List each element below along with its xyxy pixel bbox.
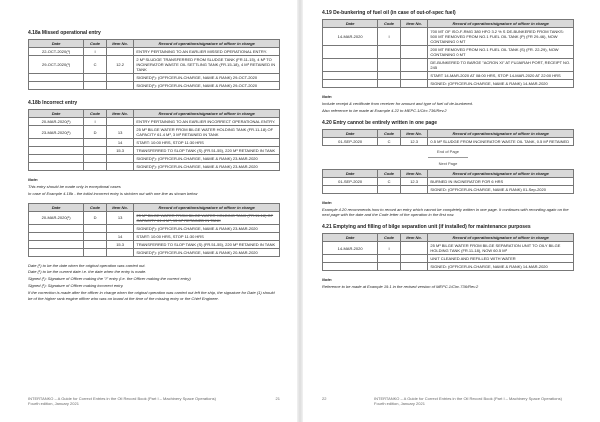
record-cell: SIGNED: (OFFICER-IN-CHARGE, NAME & RANK) 14-MAR-2020 xyxy=(428,263,574,271)
code-cell xyxy=(378,72,401,80)
next-page-label: Next Page xyxy=(438,160,458,166)
table-row xyxy=(29,126,280,139)
record-cell: SIGNED(¹): (OFFICER-IN-CHARGE, NAME & RANK) 23-MAR-2020 xyxy=(134,163,280,171)
record-table-4-18b xyxy=(28,109,280,171)
table-row xyxy=(29,163,280,171)
code-cell xyxy=(378,255,401,263)
date-cell: 23-MAR-2020(¹) xyxy=(29,126,84,139)
table-row xyxy=(29,82,280,90)
code-cell: I xyxy=(84,118,107,126)
item-cell xyxy=(106,74,134,82)
item-cell: 14 xyxy=(106,139,134,147)
record-cell: START: 10:00 HRS, STOP 11:30 HRS xyxy=(134,232,280,240)
date-cell xyxy=(323,263,378,271)
column-header: Item No. xyxy=(106,110,134,118)
code-cell xyxy=(84,248,107,256)
date-cell: 29-OCT-2020(¹) xyxy=(29,56,84,74)
table-row xyxy=(323,185,574,193)
item-cell xyxy=(400,28,428,46)
code-cell xyxy=(378,80,401,88)
record-cell: 25 M³ BILGE WATER FROM BILGE WATER HOLDING TANK (FR.11-18) OF CAPACITY 61.4 M³, 15 M³ RETAINED IN TANK xyxy=(134,211,280,224)
item-cell xyxy=(106,163,134,171)
item-cell xyxy=(400,185,428,193)
code-cell xyxy=(378,46,401,59)
column-header: Record of operations/signature of officer in charge xyxy=(134,203,280,211)
table-header-row xyxy=(323,169,574,177)
column-header: Record of operations/signature of officer in charge xyxy=(134,40,280,48)
item-cell xyxy=(400,242,428,255)
divider xyxy=(428,157,468,158)
note-heading: Note: xyxy=(322,277,333,283)
column-header: Date xyxy=(323,234,378,242)
code-cell xyxy=(84,147,107,155)
column-header: Record of operations/signature of officer in charge xyxy=(428,20,574,28)
column-header: Code xyxy=(378,169,401,177)
record-cell: ENTRY PERTAINING TO AN EARLIER MISSED OPERATIONAL ENTRY. xyxy=(134,48,280,56)
footer-text: INTERTANKO – A Guide for Correct Entries in the Oil Record Book (Part I – Machinery Space Operations) Fourth edition, January 2021 xyxy=(374,396,562,407)
table-row xyxy=(29,118,280,126)
item-cell xyxy=(400,263,428,271)
column-header: Item No. xyxy=(400,20,428,28)
column-header: Item No. xyxy=(106,40,134,48)
code-cell: D xyxy=(84,126,107,139)
record-cell: UNIT CLEANED AND REFILLED WITH WATER xyxy=(428,255,574,263)
table-row xyxy=(29,74,280,82)
column-header: Item No. xyxy=(400,129,428,137)
column-header: Record of operations/signature of officer in charge xyxy=(428,129,574,137)
date-cell: 22-OCT-2020(¹) xyxy=(29,48,84,56)
item-cell xyxy=(106,224,134,232)
item-cell: 14 xyxy=(106,232,134,240)
section-title-4-20: 4.20 Entry cannot be entirely written in one page xyxy=(322,119,438,126)
code-cell xyxy=(378,263,401,271)
table-row xyxy=(29,56,280,74)
item-cell: 12.2 xyxy=(106,56,134,74)
code-cell: D xyxy=(84,211,107,224)
item-cell: 15.3 xyxy=(106,240,134,248)
table-header-row xyxy=(323,234,574,242)
table-row xyxy=(323,59,574,72)
column-header: Code xyxy=(378,129,401,137)
table-row xyxy=(323,46,574,59)
footnote: If the correction is made after the officer in charge when the original operation was carried out left the ship, the signature for Date (1) should be of the higher rank engine officer who was on board at the time of the missing entry or the Chief Engineer. xyxy=(28,289,275,301)
table-row xyxy=(29,232,280,240)
date-cell xyxy=(323,80,378,88)
record-table-4-19 xyxy=(322,19,574,88)
item-cell xyxy=(400,80,428,88)
table-row xyxy=(29,139,280,147)
record-cell: 700 MT OF ISO-F-RMG 380 HFO 3.2 % S DE-BUNKERED FROM TANKS: 500 MT REMOVED FROM NO.1 FUEL OIL TANK (P) (FR 29-46), NOW CONTAINING 0 MT xyxy=(428,28,574,46)
code-cell: I xyxy=(378,242,401,255)
record-cell: TRANSFERRED TO SLOP TANK (S) (FR.51-55), 220 M³ RETAINED IN TANK xyxy=(134,240,280,248)
note-line: Reference to be made at Example 19.1 in the revised version of MEPC.1/Circ.736/Rev.2 xyxy=(322,284,479,290)
page-footer xyxy=(28,396,280,407)
code-cell xyxy=(84,155,107,163)
note-line: Example 4.20 recommends how to record an entry which cannot be completely written in one page. It continues with recording again on the next page with the date and the Code letter of the operation in the first row. xyxy=(322,206,569,218)
column-header: Date xyxy=(323,169,378,177)
section-title-4-19: 4.19 De-bunkering of fuel oil (in case of out-of-spec fuel) xyxy=(322,10,456,16)
table-row xyxy=(29,155,280,163)
code-cell xyxy=(84,232,107,240)
record-table-4-20-continued xyxy=(322,169,574,194)
record-table-4-18a xyxy=(28,39,280,90)
table-row xyxy=(29,248,280,256)
record-cell: 2 M³ SLUDGE TRANSFERRED FROM SLUDGE TANK (FR.11-15), 4 M³ TO INCINERATOR WASTE OIL SETTLING TANK (FR.15-18), 4 M³ RETAINED IN TANK xyxy=(134,56,280,74)
note-line: In case of Example 4.18b - the initial incorrect entry is stricken out with one line as shown below xyxy=(28,190,198,196)
date-cell: 01-SEP-2020 xyxy=(323,137,378,145)
column-header: Item No. xyxy=(400,234,428,242)
column-header: Code xyxy=(84,40,107,48)
date-cell xyxy=(323,59,378,72)
record-cell: SIGNED(¹): (OFFICER-IN-CHARGE, NAME & RANK) 29-OCT-2020 xyxy=(134,74,280,82)
record-cell: SIGNED(¹): (OFFICER-IN-CHARGE, NAME & RANK) 20-MAR-2020 xyxy=(134,248,280,256)
record-cell: 0.5 M³ SLUDGE FROM INCINERATOR WASTE OIL TANK, 0.5 M³ RETAINED xyxy=(428,137,574,145)
column-header: Date xyxy=(29,40,84,48)
section-title-4-18a: 4.18a Missed operational entry xyxy=(28,30,101,36)
code-cell xyxy=(84,74,107,82)
item-cell: 15.3 xyxy=(106,147,134,155)
footnote: Date (¹) to be the current date i.e. the date when the entry is made. xyxy=(28,269,147,275)
record-cell: 25 M³ BILGE WATER FROM BILGE SEPARATION UNIT TO OILY BILGE HOLDING TANK (FR.11-18), NOW 60.5 M³ xyxy=(428,242,574,255)
item-cell xyxy=(106,155,134,163)
item-cell xyxy=(400,46,428,59)
column-header: Date xyxy=(29,110,84,118)
item-cell: 13 xyxy=(106,126,134,139)
code-cell: C xyxy=(378,177,401,185)
note-line: This entry should be made only in exceptional cases xyxy=(28,184,121,189)
footer-text: INTERTANKO – A Guide for Correct Entries in the Oil Record Book (Part I – Machinery Space Operations) Fourth edition, January 2021 xyxy=(28,396,216,407)
end-of-page-label: End of Page xyxy=(436,148,460,154)
item-cell xyxy=(400,255,428,263)
table-header-row xyxy=(29,110,280,118)
date-cell xyxy=(29,82,84,90)
record-cell: SIGNED(¹): (OFFICER-IN-CHARGE, NAME & RANK) 23-MAR-2020 xyxy=(134,155,280,163)
code-cell xyxy=(84,139,107,147)
date-cell xyxy=(323,255,378,263)
date-cell xyxy=(323,185,378,193)
section-title-4-21: 4.21 Emptying and filling of bilge separation unit (if installed) for maintenance purposes xyxy=(322,224,531,231)
date-cell xyxy=(29,232,84,240)
table-header-row xyxy=(29,203,280,211)
table-header-row xyxy=(323,129,574,137)
code-cell: I xyxy=(378,28,401,46)
date-cell xyxy=(29,240,84,248)
date-cell: 14-MAR-2020 xyxy=(323,28,378,46)
record-cell: TRANSFERRED TO SLOP TANK (S) (FR.51-55), 220 M³ RETAINED IN TANK xyxy=(134,147,280,155)
date-cell xyxy=(29,224,84,232)
item-cell xyxy=(400,59,428,72)
code-cell xyxy=(378,185,401,193)
record-cell: START: 10:00 HRS, STOP 11:30 HRS xyxy=(134,139,280,147)
code-cell xyxy=(84,240,107,248)
record-cell: SIGNED: (OFFICER-IN-CHARGE, NAME & RANK) 01-Sep-2020 xyxy=(428,185,574,193)
date-cell xyxy=(29,163,84,171)
record-cell: SIGNED: (OFFICER-IN-CHARGE, NAME & RANK) 14-MAR-2020 xyxy=(428,80,574,88)
note-heading: Note: xyxy=(322,199,333,205)
footnote: Signed (¹): Signature of Officer making the "I" entry (i.e. the Officer making the correct entry) xyxy=(28,276,191,282)
record-table-4-20 xyxy=(322,129,574,146)
table-header-row xyxy=(323,20,574,28)
right-page xyxy=(300,0,600,422)
code-cell: I xyxy=(84,48,107,56)
column-header: Code xyxy=(84,110,107,118)
note-heading: Note: xyxy=(28,177,39,182)
table-row xyxy=(29,211,280,224)
code-cell xyxy=(84,163,107,171)
column-header: Record of operations/signature of officer in charge xyxy=(134,110,280,118)
table-row xyxy=(29,147,280,155)
column-header: Code xyxy=(378,234,401,242)
record-cell: START 14-MAR-2020 AT 08:00 HRS, STOP 14-MAR-2020 AT 22:00 HRS xyxy=(428,72,574,80)
column-header: Item No. xyxy=(106,203,134,211)
item-cell xyxy=(106,82,134,90)
code-cell: C xyxy=(378,137,401,145)
column-header: Record of operations/signature of officer in charge xyxy=(428,169,574,177)
item-cell: 12.3 xyxy=(400,137,428,145)
column-header: Record of operations/signature of officer in charge xyxy=(428,234,574,242)
code-cell xyxy=(84,82,107,90)
record-cell: 200 MT REMOVED FROM NO.1 FUEL OIL TANK (S) (FR. 22-29), NOW CONTAINING 0 MT xyxy=(428,46,574,59)
table-row xyxy=(29,224,280,232)
table-row xyxy=(29,240,280,248)
item-cell: 12.3 xyxy=(400,177,428,185)
item-cell xyxy=(106,248,134,256)
table-row xyxy=(323,242,574,255)
table-row xyxy=(323,72,574,80)
note-line: Include receipt & certificate from receiver for amount and type of fuel oil de-bunkered. xyxy=(322,101,473,106)
table-row xyxy=(323,137,574,145)
code-cell xyxy=(378,59,401,72)
column-header: Code xyxy=(378,20,401,28)
item-cell xyxy=(106,48,134,56)
date-cell xyxy=(323,46,378,59)
date-cell xyxy=(29,139,84,147)
page-footer xyxy=(322,396,574,407)
table-row xyxy=(323,80,574,88)
table-row xyxy=(323,263,574,271)
footnote: Signed (¹): Signature of Officer making incorrect entry. xyxy=(28,282,124,288)
footnote: Date (¹) to be the date when the original operation was carried out. xyxy=(28,262,146,268)
note-line: Also reference to be made at Example 4.22 to MEPC.1/Circ.736/Rev.2 xyxy=(322,107,447,113)
code-cell: C xyxy=(84,56,107,74)
column-header: Date xyxy=(323,20,378,28)
table-header-row xyxy=(29,40,280,48)
date-cell: 20-MAR-2020(¹) xyxy=(29,211,84,224)
page-number: 21 xyxy=(275,396,280,401)
table-row xyxy=(323,28,574,46)
column-header: Date xyxy=(29,203,84,211)
date-cell: 14-MAR-2020 xyxy=(323,242,378,255)
date-cell xyxy=(323,72,378,80)
date-cell: 20-MAR-2020(¹) xyxy=(29,118,84,126)
date-cell: 01-SEP-2020 xyxy=(323,177,378,185)
record-table-struck-example xyxy=(28,203,280,257)
record-cell: ENTRY PERTAINING TO AN EARLIER INCORRECT OPERATIONAL ENTRY. xyxy=(134,118,280,126)
record-cell: SIGNED(¹): (OFFICER-IN-CHARGE, NAME & RANK) 29-OCT-2020 xyxy=(134,82,280,90)
date-cell xyxy=(29,147,84,155)
page-number: 22 xyxy=(322,396,327,401)
table-row xyxy=(29,48,280,56)
section-title-4-18b: 4.18b Incorrect entry xyxy=(28,100,78,106)
note-heading: Note: xyxy=(322,94,333,99)
record-cell: SIGNED(¹): (OFFICER-IN-CHARGE, NAME & RANK) 23-MAR-2020 xyxy=(134,224,280,232)
item-cell xyxy=(400,72,428,80)
item-cell: 13 xyxy=(106,211,134,224)
column-header: Date xyxy=(323,129,378,137)
date-cell xyxy=(29,155,84,163)
column-header: Item No. xyxy=(400,169,428,177)
item-cell xyxy=(106,118,134,126)
column-header: Code xyxy=(84,203,107,211)
table-row xyxy=(323,255,574,263)
date-cell xyxy=(29,248,84,256)
table-row xyxy=(323,177,574,185)
record-table-4-21 xyxy=(322,233,574,271)
code-cell xyxy=(84,224,107,232)
record-cell: DE-BUNKERED TO BARGE "ACRON XI" AT FUJAIRAH PORT, RECEIPT NO. 245 xyxy=(428,59,574,72)
record-cell: 25 M³ BILGE WATER FROM BILGE WATER HOLDING TANK (FR.11-18) OF CAPACITY 61.4 M³, 3 M³ RETAINED IN TANK xyxy=(134,126,280,139)
date-cell xyxy=(29,74,84,82)
record-cell: BURNED IN INCINERATOR FOR 6 HRS xyxy=(428,177,574,185)
